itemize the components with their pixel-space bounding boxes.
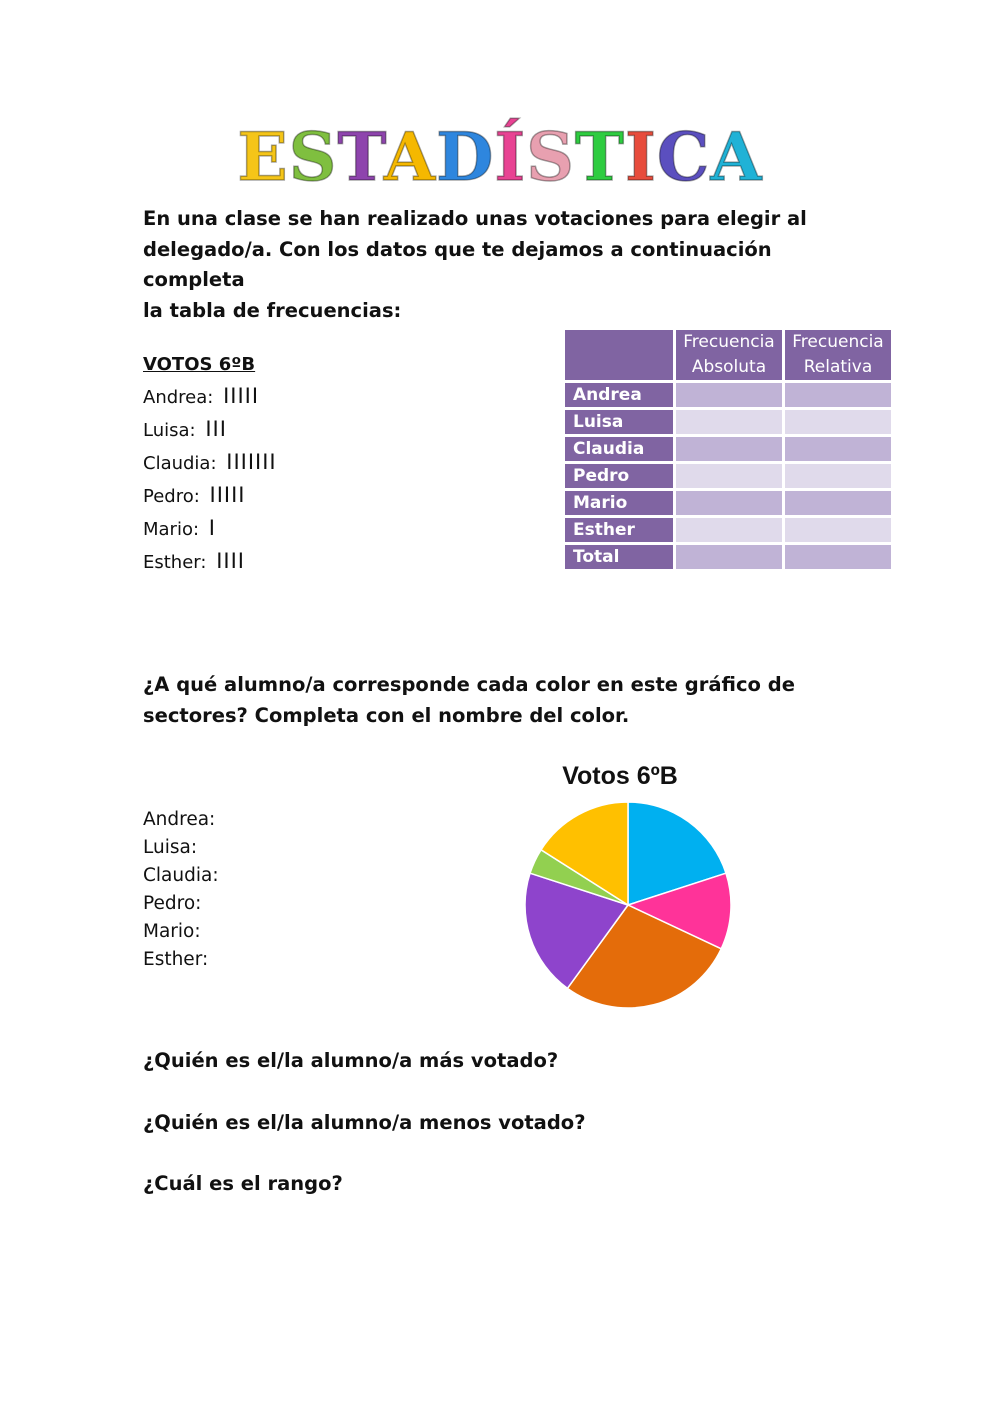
answer-label: Esther: <box>143 949 209 970</box>
vote-row <box>143 512 277 545</box>
absolute-frequency-cell[interactable] <box>675 544 784 571</box>
title-letter: A <box>710 118 763 196</box>
absolute-frequency-cell[interactable] <box>675 490 784 517</box>
range-question: ¿Cuál es el rango? <box>143 1172 343 1195</box>
header-text: Frecuencia <box>683 332 775 352</box>
table-row <box>564 463 893 490</box>
table-corner-cell <box>564 329 675 382</box>
title-letter: I <box>625 118 657 196</box>
vote-tally: I <box>208 516 216 540</box>
chart-title: Votos 6ºB <box>562 762 678 790</box>
answer-label: Luisa: <box>143 837 198 858</box>
answer-label: Andrea: <box>143 809 216 830</box>
table-row-total <box>564 544 893 571</box>
answer-label: Claudia: <box>143 865 219 886</box>
most-voted-question: ¿Quién es el/la alumno/a más votado? <box>143 1049 559 1072</box>
vote-tally: IIIII <box>223 384 260 408</box>
absolute-frequency-cell[interactable] <box>675 517 784 544</box>
absolute-frequency-cell[interactable] <box>675 436 784 463</box>
answer-label: Mario: <box>143 921 201 942</box>
color-answer-list <box>143 806 219 974</box>
relative-frequency-cell[interactable] <box>784 490 893 517</box>
row-label: Total <box>564 544 675 571</box>
vote-name: Andrea: <box>143 387 214 408</box>
instructions-line: En una clase se han realizado unas votaciones para elegir al <box>143 207 807 230</box>
vote-name: Pedro: <box>143 486 200 507</box>
relative-frequency-cell[interactable] <box>784 544 893 571</box>
row-label: Pedro <box>564 463 675 490</box>
title-letter: D <box>436 118 495 196</box>
vote-row <box>143 380 277 413</box>
votes-list <box>143 350 277 578</box>
instructions-paragraph <box>143 204 863 326</box>
votes-heading: VOTOS 6ºB <box>143 354 256 375</box>
relative-frequency-cell[interactable] <box>784 409 893 436</box>
vote-name: Mario: <box>143 519 200 540</box>
vote-tally: IIIII <box>209 483 246 507</box>
title-letter: E <box>237 118 289 196</box>
table-row <box>564 436 893 463</box>
table-row <box>564 517 893 544</box>
vote-name: Claudia: <box>143 453 217 474</box>
row-label: Luisa <box>564 409 675 436</box>
vote-name: Esther: <box>143 552 207 573</box>
frequency-table <box>562 327 894 572</box>
answer-label: Pedro: <box>143 893 202 914</box>
header-text: Relativa <box>803 357 873 377</box>
question-line: sectores? Completa con el nombre del color. <box>143 703 630 727</box>
title-letter: C <box>656 118 711 196</box>
row-label: Esther <box>564 517 675 544</box>
absolute-frequency-cell[interactable] <box>675 409 784 436</box>
title-letter: T <box>574 118 625 196</box>
least-voted-question: ¿Quién es el/la alumno/a menos votado? <box>143 1111 586 1134</box>
table-row <box>564 382 893 409</box>
absolute-frequency-cell[interactable] <box>675 382 784 409</box>
instructions-line: la tabla de frecuencias: <box>143 298 402 322</box>
absolute-frequency-cell[interactable] <box>675 463 784 490</box>
row-label: Claudia <box>564 436 675 463</box>
vote-tally: IIII <box>216 549 245 573</box>
header-absolute-frequency <box>675 329 784 382</box>
vote-tally: III <box>205 417 227 441</box>
vote-row <box>143 479 277 512</box>
vote-tally: IIIIIII <box>226 450 277 474</box>
row-label: Mario <box>564 490 675 517</box>
pie-chart <box>518 800 738 1020</box>
vote-name: Luisa: <box>143 420 196 441</box>
header-relative-frequency <box>784 329 893 382</box>
title-letter: Í <box>494 118 527 196</box>
instructions-line: delegado/a. Con los datos que te dejamos a continuación completa <box>143 237 772 291</box>
header-text: Absoluta <box>691 357 767 377</box>
header-text: Frecuencia <box>792 332 884 352</box>
table-row <box>564 490 893 517</box>
relative-frequency-cell[interactable] <box>784 382 893 409</box>
row-label: Andrea <box>564 382 675 409</box>
vote-row <box>143 545 277 578</box>
question-line: ¿A qué alumno/a corresponde cada color en este gráfico de <box>143 673 795 696</box>
vote-row <box>143 413 277 446</box>
relative-frequency-cell[interactable] <box>784 436 893 463</box>
title-letter: A <box>383 118 437 196</box>
relative-frequency-cell[interactable] <box>784 463 893 490</box>
relative-frequency-cell[interactable] <box>784 517 893 544</box>
vote-row <box>143 446 277 479</box>
title-letter: S <box>526 118 575 196</box>
page-title <box>0 118 1000 196</box>
color-question <box>143 670 863 731</box>
title-letter: T <box>337 118 384 196</box>
table-header-row <box>564 329 893 382</box>
title-letter: S <box>288 118 338 196</box>
table-row <box>564 409 893 436</box>
